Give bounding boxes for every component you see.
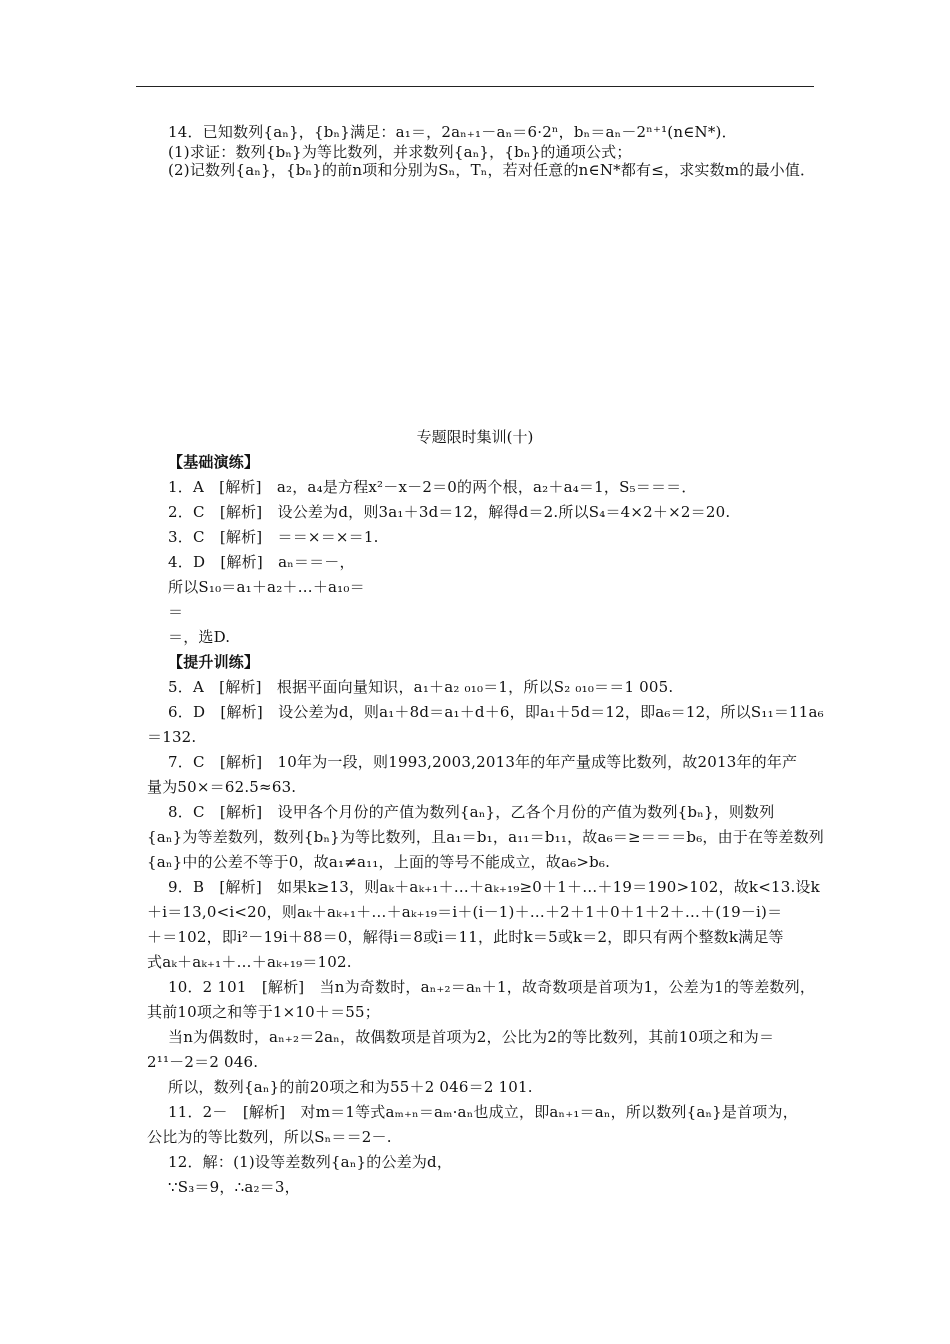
answer-line: 9．B [解析] 如果k≥13，则aₖ＋aₖ₊₁＋…＋aₖ₊₁₉≥0＋1＋…＋19＝190>102，故k<13.设k xyxy=(168,878,820,896)
answer-line: 当n为偶数时，aₙ₊₂＝2aₙ，故偶数项是首项为2，公比为2的等比数列，其前10项之和为＝ xyxy=(168,1028,775,1046)
answer-line: 10．2 101 [解析] 当n为奇数时，aₙ₊₂＝aₙ＋1，故奇数项是首项为1，公差为1的等差数列， xyxy=(168,978,816,996)
answer-line: 12．解：(1)设等差数列{aₙ}的公差为d， xyxy=(168,1153,453,1171)
answer-line: ＝，选D. xyxy=(168,628,231,646)
answer-line: 7．C [解析] 10年为一段，则1993,2003,2013年的年产量成等比数列，故2013年的年产 xyxy=(168,753,798,771)
section-basic-heading: 【基础演练】 xyxy=(168,453,260,471)
answer-line: 公比为的等比数列，所以Sₙ＝＝2－. xyxy=(147,1128,392,1146)
answer-line: ＝132. xyxy=(147,728,197,746)
answer-line: 其前10项之和等于1×10＋＝55； xyxy=(147,1003,380,1021)
answer-line: ＋i＝13,0<i<20，则aₖ＋aₖ₊₁＋…＋aₖ₊₁₉＝i＋(i－1)＋…＋2＋1＋0＋1＋2＋…＋(19－i)＝ xyxy=(147,903,783,921)
answer-line: ＋＝102，即i²－19i＋88＝0，解得i＝8或i＝11，此时k＝5或k＝2，即只有两个整数k满足等 xyxy=(147,928,784,946)
answer-line: 量为50×＝62.5≈63. xyxy=(147,778,297,796)
answer-line: 1．A [解析] a₂，a₄是方程x²－x－2＝0的两个根，a₂＋a₄＝1，S₅＝＝＝． xyxy=(168,478,697,496)
answer-line: 5．A [解析] 根据平面向量知识，a₁＋a₂ ₀₁₀＝1，所以S₂ ₀₁₀＝＝1 005. xyxy=(168,678,674,696)
answer-line: 2¹¹－2＝2 046. xyxy=(147,1053,259,1071)
header-rule xyxy=(136,86,814,87)
section-title: 专题限时集训(十) xyxy=(416,428,534,446)
answer-line: {aₙ}为等差数列，数列{bₙ}为等比数列，且a₁＝b₁，a₁₁＝b₁₁，故a₆＝≥＝＝＝b₆，由于在等差数列 xyxy=(147,828,825,846)
answer-line: 所以，数列{aₙ}的前20项之和为55＋2 046＝2 101. xyxy=(168,1078,533,1096)
answer-line: 2．C [解析] 设公差为d，则3a₁＋3d＝12，解得d＝2.所以S₄＝4×2＋×2＝20. xyxy=(168,503,731,521)
answer-line: 3．C [解析] ＝＝×＝×＝1. xyxy=(168,528,379,546)
answer-line: ∵S₃＝9，∴a₂＝3， xyxy=(168,1178,300,1196)
answer-line: 4．D [解析] aₙ＝＝－， xyxy=(168,553,355,571)
answer-line: {aₙ}中的公差不等于0，故a₁≠a₁₁，上面的等号不能成立，故a₆>b₆. xyxy=(147,853,611,871)
problem14-line2: (1)求证：数列{bₙ}为等比数列，并求数列{aₙ}，{bₙ}的通项公式； xyxy=(168,143,632,161)
problem14-line1: 14．已知数列{aₙ}，{bₙ}满足：a₁＝，2aₙ₊₁－aₙ＝6·2ⁿ，bₙ＝aₙ－2ⁿ⁺¹(n∈N*)． xyxy=(168,123,737,141)
answer-line: 8．C [解析] 设甲各个月份的产值为数列{aₙ}，乙各个月份的产值为数列{bₙ}，则数列 xyxy=(168,803,775,821)
problem14-line3: (2)记数列{aₙ}，{bₙ}的前n项和分别为Sₙ，Tₙ，若对任意的n∈N*都有≤，求实数m的最小值． xyxy=(168,161,816,179)
answer-line: 11．2－ [解析] 对m＝1等式aₘ₊ₙ＝aₘ·aₙ也成立，即aₙ₊₁＝aₙ，所以数列{aₙ}是首项为， xyxy=(168,1103,798,1121)
answer-line: 式aₖ＋aₖ₊₁＋…＋aₖ₊₁₉＝102. xyxy=(147,953,352,971)
answer-line: 6．D [解析] 设公差为d，则a₁＋8d＝a₁＋d＋6，即a₁＋5d＝12，即a₆＝12，所以S₁₁＝11a₆ xyxy=(168,703,824,721)
section-advanced-heading: 【提升训练】 xyxy=(168,653,260,671)
answer-line: ＝ xyxy=(168,603,184,621)
answer-line: 所以S₁₀＝a₁＋a₂＋…＋a₁₀＝ xyxy=(168,578,365,596)
